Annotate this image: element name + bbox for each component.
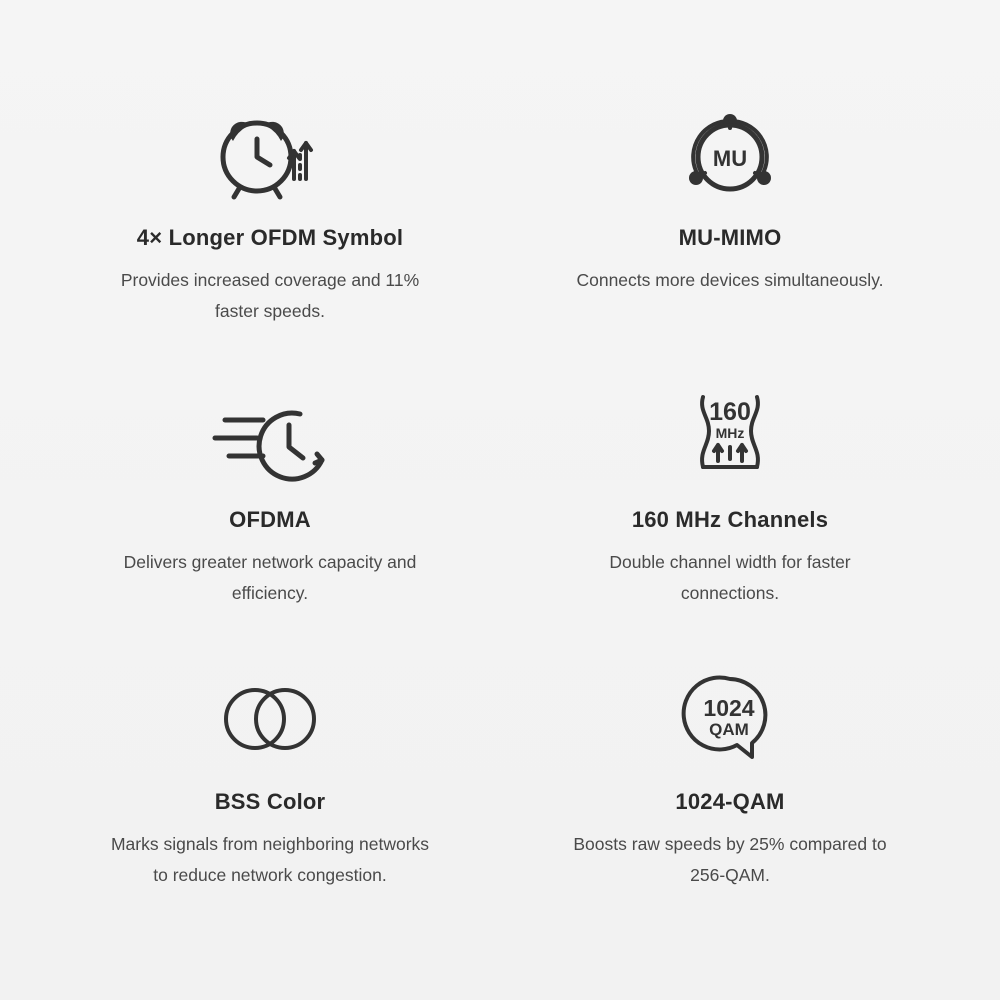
feature-card-bss-color bbox=[40, 659, 500, 891]
feature-card-ofdma bbox=[40, 377, 500, 609]
channel-width-icon-sublabel: MHz bbox=[715, 425, 745, 441]
mu-mimo-nodes-icon bbox=[675, 95, 785, 215]
channel-width-icon-label: 160 bbox=[709, 398, 751, 426]
feature-description: Boosts raw speeds by 25% compared to 256-QAM. bbox=[573, 834, 887, 885]
feature-card-ofdm-symbol bbox=[40, 95, 500, 327]
alarm-clock-speed-icon bbox=[210, 95, 330, 215]
qam-icon-sublabel: QAM bbox=[709, 720, 749, 739]
feature-title: 160 MHz Channels bbox=[631, 507, 829, 532]
channel-width-icon bbox=[675, 377, 785, 497]
feature-description: Connects more devices simultaneously. bbox=[576, 270, 884, 290]
qam-speech-bubble-icon bbox=[675, 659, 785, 779]
feature-card-1024-qam bbox=[500, 659, 960, 891]
feature-description: Double channel width for faster connections. bbox=[609, 552, 851, 603]
feature-description: Provides increased coverage and 11% faster speeds. bbox=[120, 270, 420, 321]
mu-mimo-icon-label: MU bbox=[712, 146, 748, 171]
feature-grid bbox=[40, 95, 960, 891]
feature-title: OFDMA bbox=[229, 507, 311, 532]
feature-title: 1024-QAM bbox=[675, 789, 785, 814]
feature-description: Marks signals from neighboring networks to reduce network congestion. bbox=[110, 834, 430, 885]
feature-title: MU-MIMO bbox=[678, 225, 782, 250]
feature-description: Delivers greater network capacity and efficiency. bbox=[123, 552, 417, 603]
feature-card-mu-mimo bbox=[500, 95, 960, 327]
feature-card-160mhz bbox=[500, 377, 960, 609]
fast-clock-icon bbox=[205, 377, 335, 497]
feature-title: 4× Longer OFDM Symbol bbox=[136, 225, 404, 250]
qam-icon-label: 1024 bbox=[703, 695, 755, 721]
feature-title: BSS Color bbox=[214, 789, 326, 814]
overlapping-circles-icon bbox=[210, 659, 330, 779]
